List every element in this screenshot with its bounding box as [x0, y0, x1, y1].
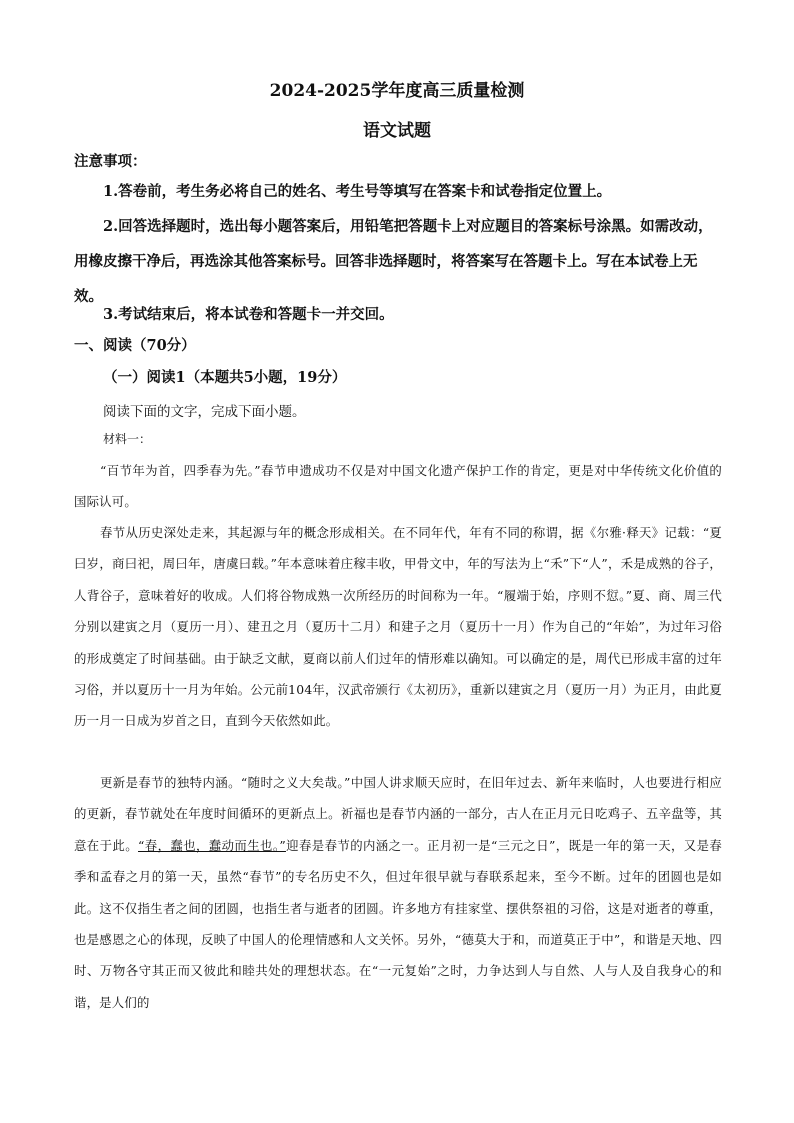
subsection-heading: （一）阅读1（本题共5小题，19分） — [103, 369, 347, 386]
notice-item-2: 2.回答选择题时，选出每小题答案后，用铅笔把答题卡上对应题目的答案标号涂黑。如需改动，用橡皮擦干净后，再选涂其他答案标号。回答非选择题时，将答案写在答题卡上。写在本试卷上无效。 — [74, 218, 713, 305]
paragraph-3-text-a: 更新是春节的独特内涵。“随时之义大矣哉。”中国人讲求顺天应时，在旧年过去、新年来临时，人也要进行相应的更新，春节就处在年度时间循环的更新点上。祈福也是春节内涵的一部分，古人在正月元日吃鸡子、五辛盘等，其意在于此。 — [74, 775, 722, 853]
passage-paragraph-3 — [74, 767, 722, 1018]
underlined-quote: “春，蠢也，蠢动而生也。” — [138, 837, 286, 853]
notice-item-1: 1.答卷前，考生务必将自己的姓名、考生号等填写在答案卡和试卷指定位置上。 — [103, 183, 612, 200]
passage-paragraph-1: “百节年为首，四季春为先。”春节申遗成功不仅是对中国文化遗产保护工作的肯定，更是对中华传统文化价值的国际认可。 — [74, 463, 722, 510]
section-heading: 一、阅读（70分） — [74, 337, 196, 354]
notice-item-3: 3.考试结束后，将本试卷和答题卡一并交回。 — [103, 306, 394, 323]
exam-title: 2024-2025学年度高三质量检测 — [269, 81, 525, 101]
exam-subtitle: 语文试题 — [363, 121, 431, 141]
notice-heading: 注意事项： — [74, 153, 147, 170]
passage-paragraph-2: 春节从历史深处走来，其起源与年的概念形成相关。在不同年代，年有不同的称谓，据《尔雅·释天》记载：“夏曰岁，商曰祀，周曰年，唐虞曰载。”年本意味着庄稼丰收，甲骨文中，年的写法为上“禾”下“人”，禾是成熟的谷子，人背谷子，意味着好的收成。人们将谷物成熟一次所经历的时间称为一年。“履端于始，序则不愆。”夏、商、周三代分别以建寅之月（夏历一月）、建丑之月（夏历十二月）和建子之月（夏历十一月）作为自己的“年始”，为过年习俗的形成奠定了时间基础。由于缺乏文献，夏商以前人们过年的情形难以确知。可以确定的是，周代已形成丰富的过年习俗，并以夏历十一月为年始。公元前104年，汉武帝颁行《太初历》，重新以建寅之月（夏历一月）为正月，由此夏历一月一日成为岁首之日，直到今天依然如此。 — [74, 525, 722, 729]
reading-instruction: 阅读下面的文字，完成下面小题。 — [103, 404, 306, 420]
paragraph-3-text-b: 迎春是春节的内涵之一。正月初一是“三元之日”，既是一年的第一天，又是春季和孟春之月的第一天，虽然“春节”的专名历史不久，但过年很早就与春联系起来，至今不断。过年的团圆也是如此。这不仅指生者之间的团圆，也指生者与逝者的团圆。许多地方有挂家堂、摆供祭祖的习俗，这是对逝者的尊重，也是感恩之心的体现，反映了中国人的伦理情感和人文关怀。另外，“德莫大于和，而道莫正于中”，和谐是天地、四时、万物各守其正而又彼此和睦共处的理想状态。在“一元复始”之时，力争达到人与自然、人与人及自我身心的和谐，是人们的 — [74, 837, 723, 1010]
material-label: 材料一： — [103, 432, 152, 446]
